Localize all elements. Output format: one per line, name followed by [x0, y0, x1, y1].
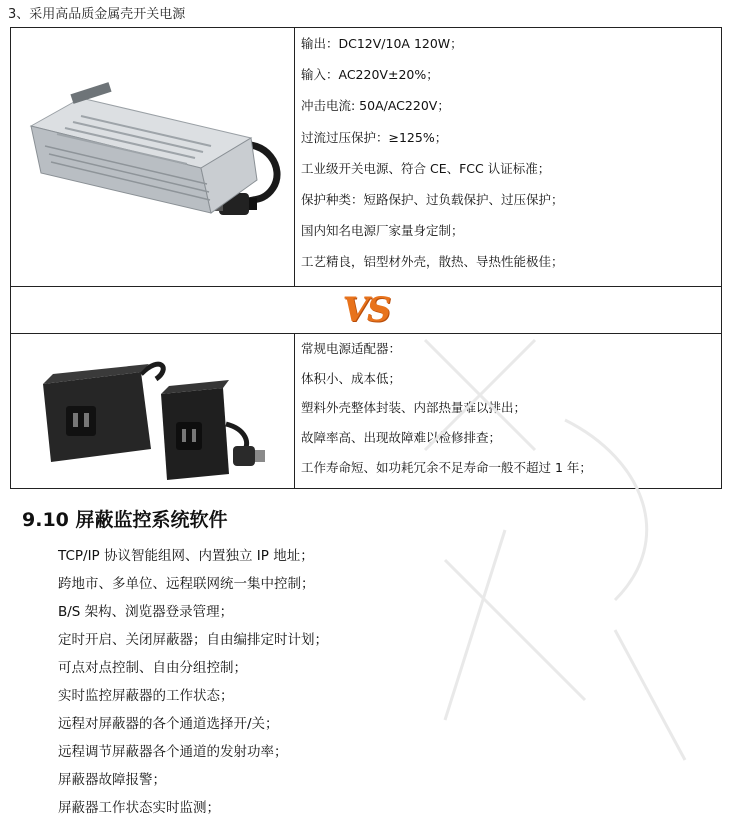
spec-certification: 工业级开关电源、符合 CE、FCC 认证标准；	[301, 160, 551, 176]
feature-list	[58, 542, 328, 822]
adapter-spec-heat: 塑料外壳整体封装、内部热量难以排出；	[301, 400, 527, 416]
section-heading: 3、采用高品质金属壳开关电源	[8, 7, 186, 22]
adapter-spec-size-cost: 体积小、成本低；	[301, 370, 402, 386]
list-item: 远程调节屏蔽器各个通道的发射功率；	[58, 744, 288, 760]
vs-cell	[11, 287, 722, 334]
vs-row	[11, 287, 722, 334]
adapter-image-cell	[11, 334, 295, 489]
spec-input: 输入：AC220V±20%；	[301, 67, 439, 83]
spec-inrush-current: 冲击电流: 50A/AC220V；	[301, 98, 450, 114]
list-item: TCP/IP 协议智能组网、内置独立 IP 地址；	[58, 548, 314, 564]
metal-psu-image-cell	[11, 28, 295, 287]
adapter-spec-lifetime: 工作寿命短、如功耗冗余不足寿命一般不超过 1 年；	[301, 459, 592, 475]
metal-psu-specs	[295, 28, 722, 287]
vs-label: VS	[342, 290, 390, 330]
list-item: 跨地市、多单位、远程联网统一集中控制；	[58, 576, 315, 592]
spec-manufacturer: 国内知名电源厂家量身定制；	[301, 223, 464, 239]
list-item: B/S 架构、浏览器登录管理；	[58, 604, 234, 620]
metal-psu-row	[11, 28, 722, 287]
list-item: 可点对点控制、自由分组控制；	[58, 660, 247, 676]
list-item: 定时开启、关闭屏蔽器；自由编排定时计划；	[58, 632, 328, 648]
comparison-table	[10, 27, 722, 489]
spec-craftsmanship: 工艺精良，铝型材外壳，散热、导热性能极佳；	[301, 254, 564, 270]
large-adapter	[43, 364, 151, 462]
adapter-spec-failure: 故障率高、出现故障难以检修排查；	[301, 430, 502, 446]
software-section-title: 9.10 屏蔽监控系统软件	[22, 509, 228, 531]
dc-connector	[233, 446, 265, 466]
metal-power-supply-image	[11, 28, 294, 282]
adapter-row	[11, 334, 722, 489]
spec-protection: 保护种类：短路保护、过负载保护、过压保护；	[301, 191, 564, 207]
adapter-specs	[295, 334, 722, 489]
list-item: 远程对屏蔽器的各个通道选择开/关；	[58, 716, 279, 732]
power-adapter-image	[11, 334, 294, 484]
list-item: 屏蔽器故障报警；	[58, 772, 166, 788]
list-item: 实时监控屏蔽器的工作状态；	[58, 688, 234, 704]
spec-output: 输出：DC12V/10A 120W；	[301, 36, 463, 51]
list-item: 屏蔽器工作状态实时监测；	[58, 800, 220, 816]
small-adapter	[161, 380, 229, 480]
adapter-title: 常规电源适配器：	[301, 341, 402, 356]
spec-overcurrent: 过流过压保护：≥125%；	[301, 129, 448, 145]
